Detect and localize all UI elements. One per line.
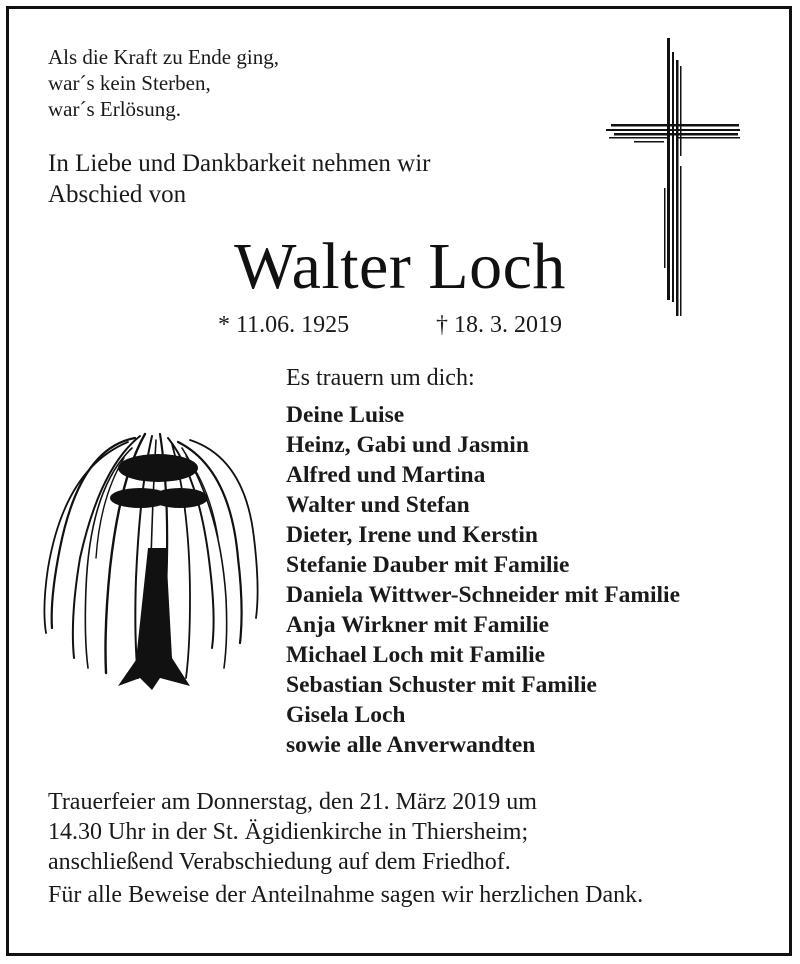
intro-line: Abschied von [48,181,187,208]
service-line: Trauerfeier am Donnerstag, den 21. März 2019 um [48,789,537,815]
poem-line: war´s Erlösung. [48,97,181,121]
list-item: Michael Loch mit Familie [286,642,546,668]
list-item: Daniela Wittwer-Schneider mit Familie [286,582,681,608]
poem [48,44,279,122]
deceased-name: Walter Loch [234,230,566,303]
intro-text [48,148,431,210]
poem-line: war´s kein Sterben, [48,71,211,95]
list-item: Walter und Stefan [286,492,470,518]
list-item: Anja Wirkner mit Familie [286,612,550,638]
thanks-line: Für alle Beweise der Anteilnahme sagen wir herzlichen Dank. [48,882,644,908]
intro-line: In Liebe und Dankbarkeit nehmen wir [48,150,431,177]
list-item: Gisela Loch [286,702,406,728]
service-line: anschließend Verabschiedung auf dem Friedhof. [48,849,511,875]
service-line: 14.30 Uhr in der St. Ägidienkirche in Thiersheim; [48,819,529,845]
poem-line: Als die Kraft zu Ende ging, [48,45,279,69]
death-date: † 18. 3. 2019 [436,312,562,338]
list-item: Sebastian Schuster mit Familie [286,672,597,698]
mourners-heading: Es trauern um dich: [286,365,475,391]
list-item: Alfred und Martina [286,462,486,488]
service-info [48,787,537,877]
cross-icon [606,38,746,322]
list-item: Deine Luise [286,402,405,428]
mourners-list [286,400,680,760]
list-item: Heinz, Gabi und Jasmin [286,432,529,458]
willow-tree-icon [40,428,264,698]
list-item: Stefanie Dauber mit Familie [286,552,570,578]
birth-date: * 11.06. 1925 [218,312,350,338]
list-item: Dieter, Irene und Kerstin [286,522,538,548]
list-item: sowie alle Anverwandten [286,732,536,758]
